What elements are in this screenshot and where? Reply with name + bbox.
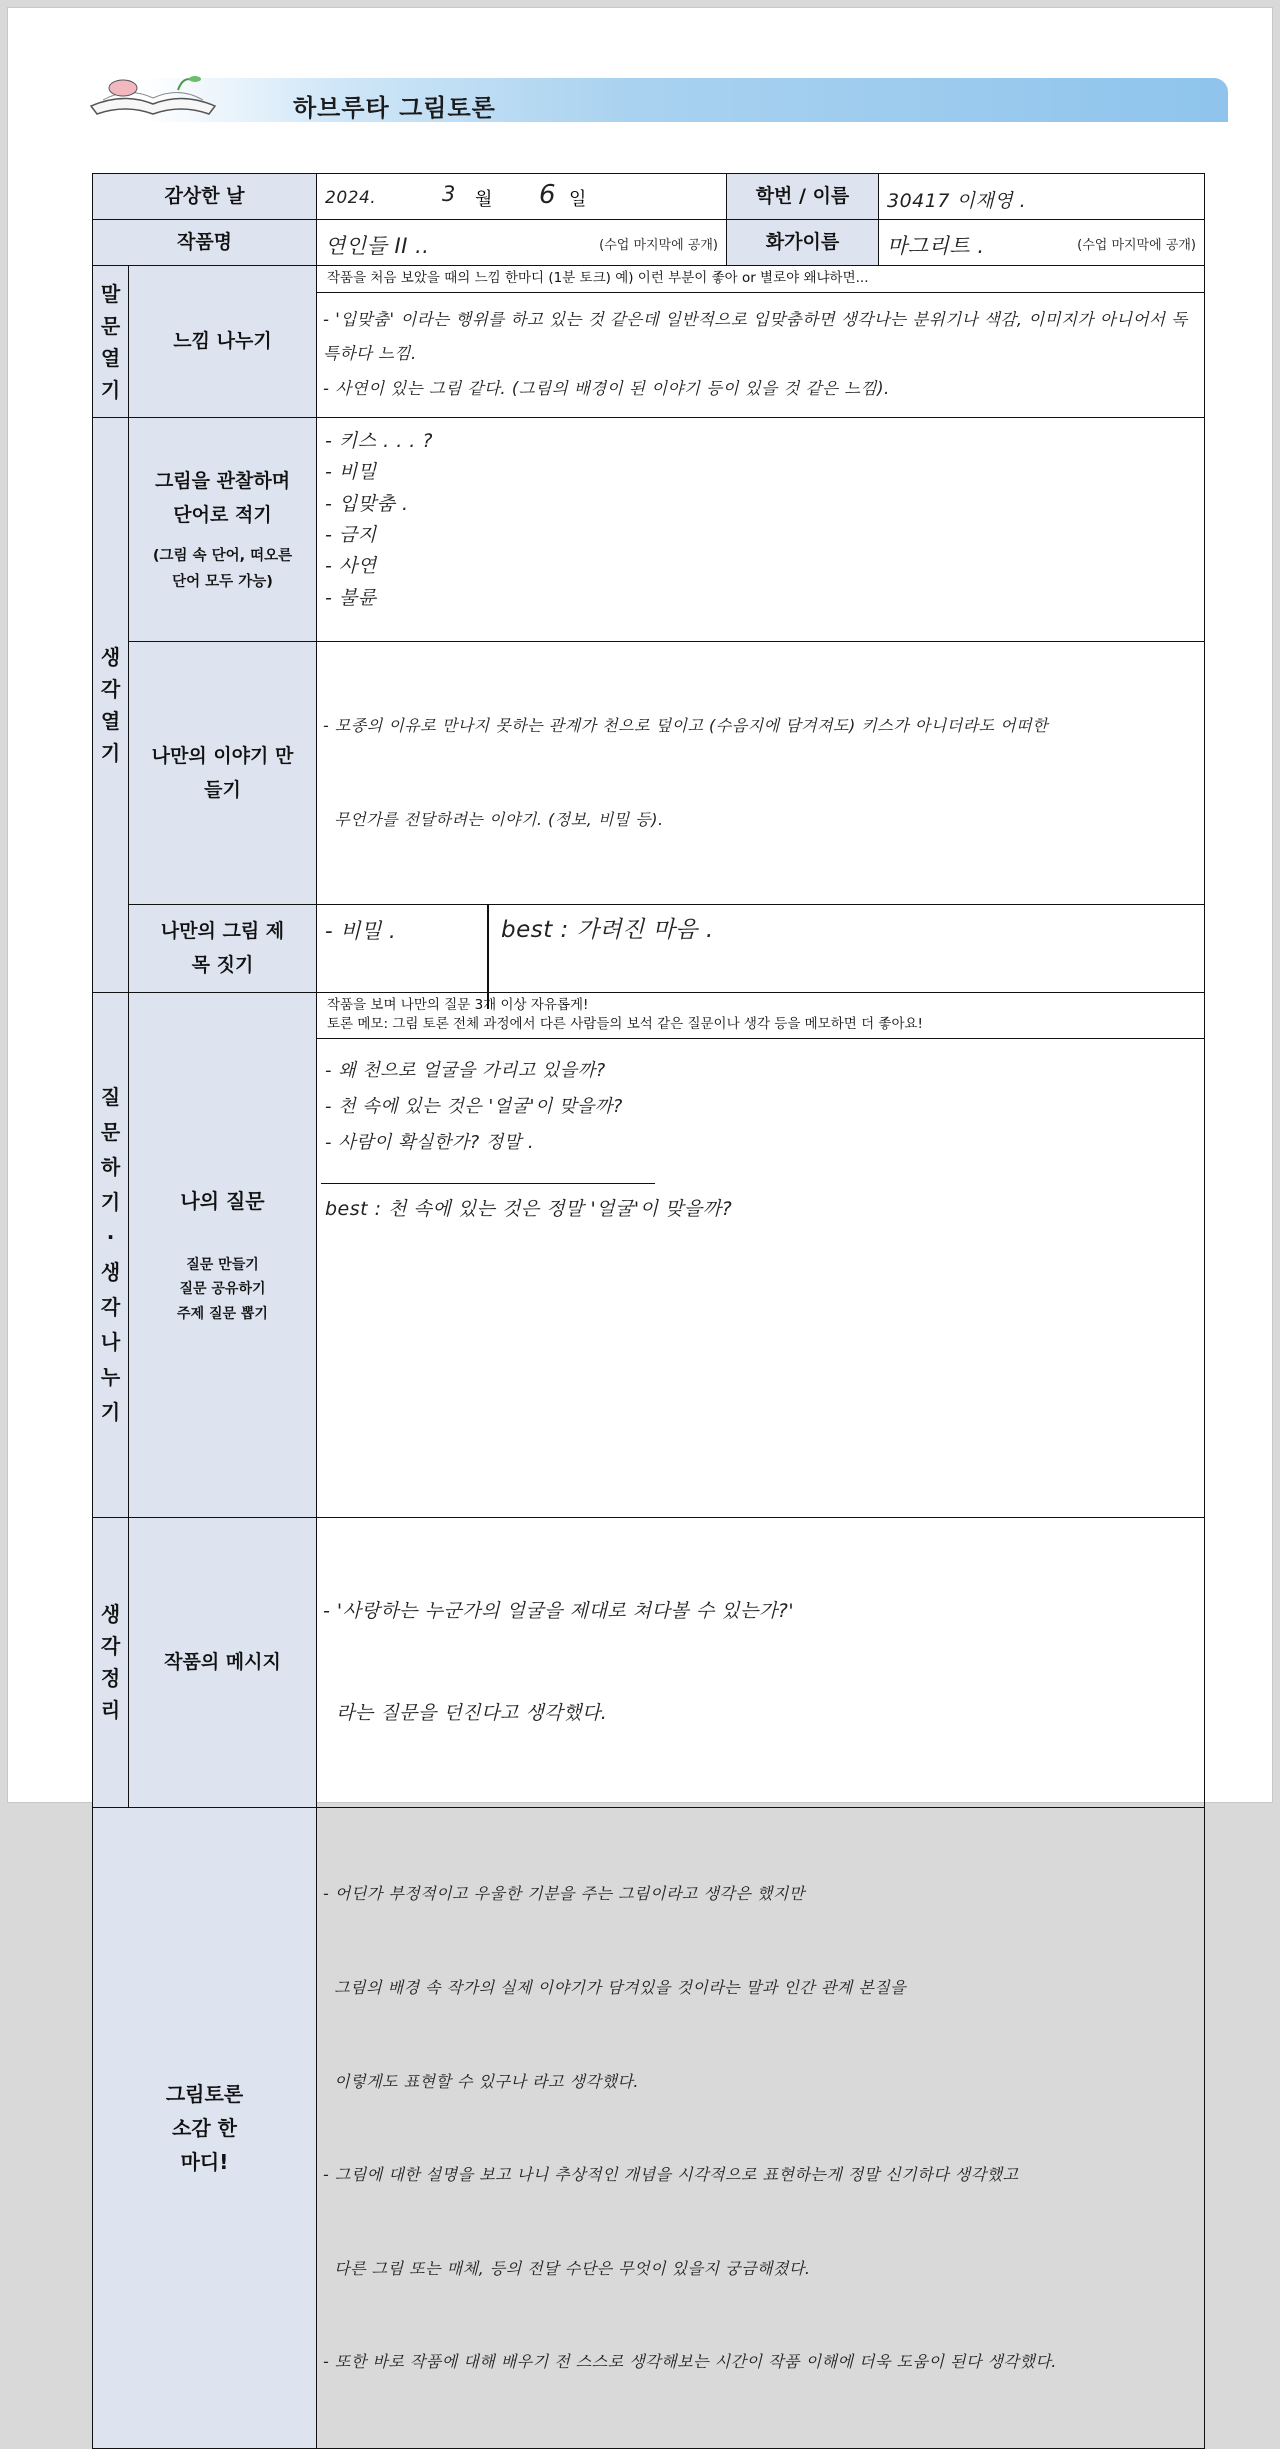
section-opening-side-text: 말 문 열 기 — [100, 281, 121, 402]
reflection-row — [93, 1808, 1205, 2449]
title-banner — [83, 70, 1228, 122]
page-title: 하브루타 그림토론 — [293, 94, 496, 122]
word-item: - 입맞춤 . — [325, 492, 409, 515]
feeling-answer-1: - '입맞춤' 이라는 행위를 하고 있는 것 같은데 일반적으로 입맞춤하면 생각나는 분위기나 색감, 이미지가 아니어서 독특하다 느낌. — [323, 309, 1188, 364]
question-row — [93, 992, 1205, 1517]
reflection-line: 다른 그림 또는 매체, 등의 전달 수단은 무엇이 있을지 궁금해졌다. — [323, 2258, 811, 2278]
section-question-side-text: 질 문 하 기 · 생 각 나 누 기 — [100, 1084, 121, 1424]
student-id-value — [879, 174, 1205, 220]
artist-value — [879, 220, 1205, 266]
word-item: - 비밀 — [325, 461, 377, 484]
observe-label-cell — [129, 418, 317, 642]
observe-row — [93, 418, 1205, 642]
feeling-content — [317, 266, 1205, 418]
date-day-number: 6 — [539, 180, 557, 210]
section-thinking-side — [93, 418, 129, 993]
message-label: 작품의 메시지 — [129, 1517, 317, 1808]
my-title-best: best : 가려진 마음 . — [501, 916, 714, 943]
question-item: - 사람이 확실한가? 정말 . — [325, 1131, 535, 1153]
artist-label: 화가이름 — [727, 220, 879, 266]
section-question-side — [93, 992, 129, 1517]
message-text — [317, 1518, 1204, 1808]
artist-note: (수업 마지막에 공개) — [1077, 238, 1196, 253]
story-text — [317, 642, 1204, 904]
artist-name-text: 마그리트 . — [887, 234, 985, 258]
observe-content — [317, 418, 1205, 642]
story-row — [93, 642, 1205, 905]
student-id-text: 30417 이재영 . — [887, 190, 1027, 212]
section-opening-side — [93, 266, 129, 418]
word-item: - 키스 . . . ? — [325, 430, 433, 452]
feeling-row — [93, 266, 1205, 418]
date-label: 감상한 날 — [93, 174, 317, 220]
date-year: 2024. — [325, 188, 377, 208]
work-title-text: 연인들 II .. — [325, 234, 430, 258]
question-guide-1: 작품을 보며 나만의 질문 3개 이상 자유롭게! — [327, 996, 589, 1013]
document-page — [8, 8, 1272, 2372]
reflection-text — [317, 1808, 1204, 2448]
story-label-text: 나만의 이야기 만들기 — [151, 744, 294, 801]
message-line-2: 라는 질문을 던진다고 생각했다. — [323, 1702, 608, 1725]
story-line-1: - 모종의 이유로 만나지 못하는 관계가 천으로 덮이고 (수음지에 담겨져도) 키스가 아니더라도 어떠한 — [323, 716, 1049, 736]
question-item: - 왜 천으로 얼굴을 가리고 있을까? — [325, 1059, 606, 1081]
section-summary-side — [93, 1517, 129, 1808]
question-guide-2: 토론 메모: 그림 토론 전체 과정에서 다른 사람들의 보석 같은 질문이나 생각 등을 메모하면 더 좋아요! — [327, 1016, 923, 1033]
work-row — [93, 220, 1205, 266]
reflection-label — [93, 1808, 317, 2449]
date-month-number: 3 — [442, 182, 456, 206]
date-row — [93, 174, 1205, 220]
my-title-label-text: 나만의 그림 제목 짓기 — [160, 919, 285, 976]
my-title-value: - 비밀 . — [325, 918, 397, 943]
message-line-1: - '사랑하는 누군가의 얼굴을 제대로 쳐다볼 수 있는가?' — [323, 1599, 795, 1622]
my-title-content — [317, 904, 1205, 992]
word-item: - 불륜 — [325, 586, 377, 609]
feeling-answers — [317, 293, 1204, 417]
reflection-content — [317, 1808, 1205, 2449]
date-month-unit: 월 — [475, 189, 493, 210]
worksheet-table — [92, 173, 1205, 2449]
my-title-label — [129, 904, 317, 992]
date-value — [317, 174, 727, 220]
open-book-icon — [83, 70, 223, 120]
message-content — [317, 1517, 1205, 1808]
question-list — [317, 1039, 1204, 1175]
word-item: - 사연 — [325, 555, 377, 578]
question-item: - 천 속에 있는 것은 '얼굴'이 맞을까? — [325, 1095, 623, 1117]
question-sub-2: 질문 공유하기 — [179, 1281, 266, 1298]
student-id-label: 학번 / 이름 — [727, 174, 879, 220]
date-day-unit: 일 — [569, 189, 587, 210]
reflection-line: 그림의 배경 속 작가의 실제 이야기가 담겨있을 것이라는 말과 인간 관계 본질을 — [323, 1977, 907, 1997]
work-value — [317, 220, 727, 266]
my-question-subs — [129, 1219, 316, 1327]
observe-label: 그림을 관찰하며 단어로 적기 — [154, 469, 291, 527]
work-note: (수업 마지막에 공개) — [599, 238, 718, 253]
question-sub-1: 질문 만들기 — [186, 1256, 259, 1273]
reflection-line: - 또한 바로 작품에 대해 배우기 전 스스로 생각해보는 시간이 작품 이해에 더욱 도움이 된다 생각했다. — [323, 2352, 1057, 2372]
work-label: 작품명 — [93, 220, 317, 266]
reflection-line: - 어딘가 부정적이고 우울한 기분을 주는 그림이라고 생각은 했지만 — [323, 1884, 805, 1904]
story-content — [317, 642, 1205, 905]
feeling-label: 느낌 나누기 — [129, 266, 317, 418]
reflection-line: - 그림에 대한 설명을 보고 나니 추상적인 개념을 시각적으로 표현하는게 정말 신기하다 생각했고 — [323, 2165, 1019, 2185]
reflection-label-text: 그림토론 소감 한마디! — [165, 2081, 244, 2174]
word-item: - 금지 — [325, 524, 377, 547]
feeling-answer-2: - 사연이 있는 그림 같다. (그림의 배경이 된 이야기 등이 있을 것 같은 느낌). — [323, 378, 890, 398]
message-row — [93, 1517, 1205, 1808]
my-question-content — [317, 992, 1205, 1517]
section-summary-side-text: 생 각 정 리 — [100, 1602, 121, 1723]
story-label — [129, 642, 317, 905]
question-guide — [317, 993, 1204, 1039]
observe-sub: (그림 속 단어, 떠오른 단어 모두 가능) — [152, 548, 293, 590]
reflection-line: 이렇게도 표현할 수 있구나 라고 생각했다. — [323, 2071, 639, 2091]
title-row — [93, 904, 1205, 992]
best-question: best : 천 속에 있는 것은 정말 '얼굴'이 맞을까? — [325, 1198, 733, 1221]
my-question-label-cell — [129, 992, 317, 1517]
story-line-2: 무언가를 전달하려는 이야기. (정보, 비밀 등). — [323, 809, 664, 829]
feeling-guide: 작품을 처음 보았을 때의 느낌 한마디 (1분 토크) 예) 이런 부분이 좋아 or 별로야 왜냐하면... — [317, 266, 1204, 293]
question-sub-3: 주제 질문 뽑기 — [177, 1305, 268, 1322]
my-question-label: 나의 질문 — [180, 1188, 265, 1213]
section-thinking-side-text: 생 각 열 기 — [100, 644, 121, 765]
observe-words — [317, 418, 1204, 622]
